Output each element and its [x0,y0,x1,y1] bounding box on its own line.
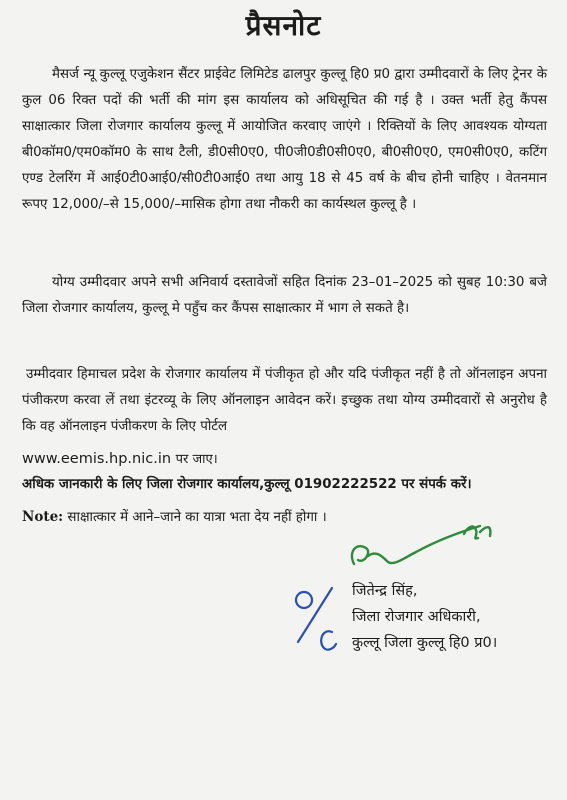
signatory-name: जितेन्द्र सिंह, [352,583,418,599]
portal-link[interactable]: www.eemis.hp.nic.in [22,451,172,467]
signatory-block [352,578,552,656]
note-label: Note: [22,509,64,525]
paragraph-vacancy-details: मैसर्ज न्यू कुल्लू एजुकेशन सैंटर प्राईवेट लिमिटेड ढालपुर कुल्लू हि0 प्र0 द्वारा उम्मीदवारों के लिए ट्रेनर के कुल 06 रिक्त पदों की भर्ती की मांग इस कार्यालय को अधिसूचित की गई है । उक्त भर्ती हेतु कैंपस साक्षात्कार जिला रोजगार कार्यालय कुल्लू में आयोजित करवाए जाएंगे । रिक्तियों के लिए आवश्यक योग्यता बी0कॉम0/एम0कॉम0 के साथ टैली, डी0सी0ए0, पी0जी0डी0सी0ए0, बी0सी0ए0, एम0सी0ए0, कटिंग एण्ड टेलरिंग में आई0टी0आई0/सी0टी0आई0 तथा आयु 18 से 45 वर्ष के बीच होनी चाहिए । वेतनमान रूपए 12,000/–से 15,000/–मासिक होगा तथा नौकरी का कार्यस्थल कुल्लू है । [22,67,547,212]
page-title: प्रैसनोट [245,9,322,42]
handwritten-signature [342,512,502,584]
note-text: साक्षात्कार में आने–जाने का यात्रा भता देय नहीं होगा । [67,510,327,525]
portal-suffix: पर जाए। [175,452,218,467]
signatory-designation: जिला रोजगार अधिकारी, [352,609,481,625]
paragraph-interview-date: योग्य उम्मीदवार अपने सभी अनिवार्य दस्तावेजों सहित दिनांक 23–01–2025 को सुबह 10:30 बजे जिला रोजगार कार्यालय, कुल्लू मे पहुँच कर कैंपस साक्षात्कार में भाग ले सकते है। [22,275,547,316]
signatory-location: कुल्लू जिला कुल्लू हि0 प्र0। [352,635,498,651]
paragraph-contact: अधिक जानकारी के लिए जिला रोजगार कार्यालय,कुल्लू 01902222522 पर संपर्क करें। [22,477,472,492]
oc-handwritten-mark [286,580,346,660]
paragraph-registration: उम्मीदवार हिमाचल प्रदेश के रोजगार कार्यालय में पंजीकृत हो और यदि पंजीकृत नहीं है तो ऑनलाइन अपना पंजीकरण करवा लें तथा इंटरव्यू के लिए ऑनलाइन आवेदन करें। इच्छुक तथा योग्य उम्मीदवारों से अनुरोध है कि वह ऑनलाइन पंजीकरण के लिए पोर्टल [22,367,547,434]
portal-line [22,446,547,473]
